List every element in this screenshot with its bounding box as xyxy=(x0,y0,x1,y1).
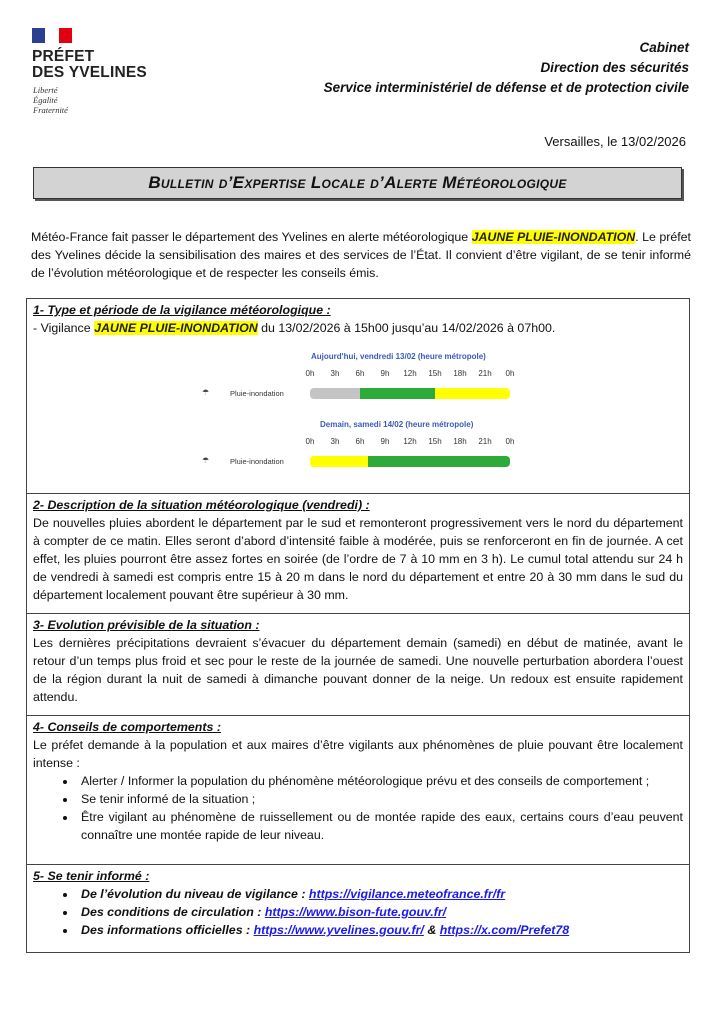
section-text: Les dernières précipitations devraient s’évacuer du département demain (samedi) en début de matinée, avant le retour d’un temps plus froid et sec pour le reste de la journée de samedi. Une nouvelle perturbation abordera l’ouest de la région durant la nuit de samedi à dimanche pouvant donner de la neige. Un redoux est ensuite rapidement attendu. xyxy=(33,636,683,704)
phenomenon-label: Pluie-inondation xyxy=(230,389,284,398)
tick-label: 18h xyxy=(453,437,467,446)
section-heading: 1- Type et période de la vigilance météorologique : xyxy=(33,303,331,317)
tick-label: 21h xyxy=(478,369,492,378)
intro-text: . Le préfet des Yvelines décide la sensibilisation des maires et des services de l’État. Il convient d’être vigilant, de se tenir informé de l’évolution météorologique et de respecter les conseils émis. xyxy=(31,230,691,280)
motto-line: Égalité xyxy=(33,95,58,105)
link-label: Des conditions de circulation : xyxy=(81,905,265,919)
org-line: Service interministériel de défense et de protection civile xyxy=(323,80,689,95)
rain-flood-icon: ☂ xyxy=(202,456,210,465)
section-situation xyxy=(26,493,690,614)
segment-yellow xyxy=(310,456,368,467)
intro-text: Météo-France fait passer le département des Yvelines en alerte météorologique xyxy=(31,230,472,244)
tick-label: 0h xyxy=(305,437,315,446)
tick-label: 18h xyxy=(453,369,467,378)
segment-none xyxy=(310,388,360,399)
link-label: De l’évolution du niveau de vigilance : xyxy=(81,887,309,901)
segment-green xyxy=(360,388,435,399)
segment-green xyxy=(368,456,510,467)
timeline-bar xyxy=(310,388,510,399)
tick-label: 3h xyxy=(330,437,340,446)
yvelines-link[interactable]: https://www.yvelines.gouv.fr/ xyxy=(253,923,424,937)
section-heading: 5- Se tenir informé : xyxy=(33,869,150,883)
tick-label: 6h xyxy=(355,437,365,446)
tick-label: 0h xyxy=(505,437,515,446)
tick-label: 0h xyxy=(305,369,315,378)
logo-line: PRÉFET xyxy=(32,48,95,65)
x-prefet78-link[interactable]: https://x.com/Prefet78 xyxy=(439,923,570,937)
section-stay-informed xyxy=(26,864,690,953)
section-heading: 3- Evolution prévisible de la situation : xyxy=(33,618,260,632)
document-title: Bulletin d’Expertise Locale d’Alerte Météorologique xyxy=(33,167,682,199)
bison-fute-link[interactable]: https://www.bison-fute.gouv.fr/ xyxy=(264,905,447,919)
organization-header xyxy=(324,38,689,98)
tick-label: 0h xyxy=(505,369,515,378)
timeline-title: Demain, samedi 14/02 (heure métropole) xyxy=(320,420,474,429)
org-line: Cabinet xyxy=(639,40,689,55)
section-advice xyxy=(26,715,690,865)
rain-flood-icon: ☂ xyxy=(202,388,210,397)
alert-level-highlight: JAUNE PLUIE-INONDATION xyxy=(471,230,636,244)
org-line: Direction des sécurités xyxy=(540,60,689,75)
tick-label: 15h xyxy=(428,437,442,446)
list-item xyxy=(77,921,683,939)
section-heading: 4- Conseils de comportements : xyxy=(33,720,221,734)
separator: & xyxy=(423,923,440,937)
list-item: • Se tenir informé de la situation ; xyxy=(77,790,683,808)
tick-label: 9h xyxy=(380,437,390,446)
timeline-bar xyxy=(310,456,510,467)
segment-yellow xyxy=(435,388,510,399)
document-date: Versailles, le 13/02/2026 xyxy=(544,134,686,149)
phenomenon-label: Pluie-inondation xyxy=(230,457,284,466)
links-list xyxy=(77,885,683,939)
link-label: Des informations officielles : xyxy=(81,923,254,937)
section-evolution xyxy=(26,613,690,716)
section-text: Le préfet demande à la population et aux maires d’être vigilants aux phénomènes de pluie pouvant être localement intense : xyxy=(33,738,683,770)
tick-label: 3h xyxy=(330,369,340,378)
advice-list xyxy=(77,772,683,844)
tick-label: 12h xyxy=(403,437,417,446)
tick-label: 15h xyxy=(428,369,442,378)
tick-label: 21h xyxy=(478,437,492,446)
timeline-title: Aujourd'hui, vendredi 13/02 (heure métropole) xyxy=(311,352,486,361)
logo-line: DES YVELINES xyxy=(32,64,147,81)
tick-label: 12h xyxy=(403,369,417,378)
text: - Vigilance xyxy=(33,321,95,335)
french-flag-logo xyxy=(32,28,72,43)
vigilance-period xyxy=(33,319,683,337)
section-heading: 2- Description de la situation météorologique (vendredi) : xyxy=(33,498,370,512)
prefecture-logo-text xyxy=(32,49,147,81)
list-item xyxy=(77,903,683,921)
vigilance-link[interactable]: https://vigilance.meteofrance.fr/fr xyxy=(308,887,506,901)
tick-label: 6h xyxy=(355,369,365,378)
motto-line: Liberté xyxy=(33,85,58,95)
tick-label: 9h xyxy=(380,369,390,378)
list-item: • Alerter / Informer la population du phénomène météorologique prévu et des conseils de comportement ; xyxy=(77,772,683,790)
motto-line: Fraternité xyxy=(33,105,68,115)
list-item xyxy=(77,885,683,903)
section-text: De nouvelles pluies abordent le département par le sud et remonteront progressivement vers le nord du département à compter de ce matin. Elles seront d’abord d’intensité faible à modérée, puis se renforceront en fin de journée. A cet effet, les pluies pourront être assez fortes en soirée (de l’ordre de 7 à 10 mm en 3 h). Le cumul total attendu sur 24 h de vendredi à samedi est compris entre 15 à 20 m dans le nord du département et entre 20 à 30 mm dans le sud du département localement pouvant être supérieur à 30 mm. xyxy=(33,516,683,602)
motto xyxy=(33,85,68,115)
intro-paragraph xyxy=(31,228,691,282)
list-item: • Être vigilant au phénomène de ruissellement ou de montée rapide des eaux, certains cours d’eau peuvent connaître une montée rapide de leur niveau. xyxy=(77,808,683,844)
alert-level-highlight: JAUNE PLUIE-INONDATION xyxy=(94,321,258,335)
text: du 13/02/2026 à 15h00 jusqu’au 14/02/2026 à 07h00. xyxy=(257,321,556,335)
